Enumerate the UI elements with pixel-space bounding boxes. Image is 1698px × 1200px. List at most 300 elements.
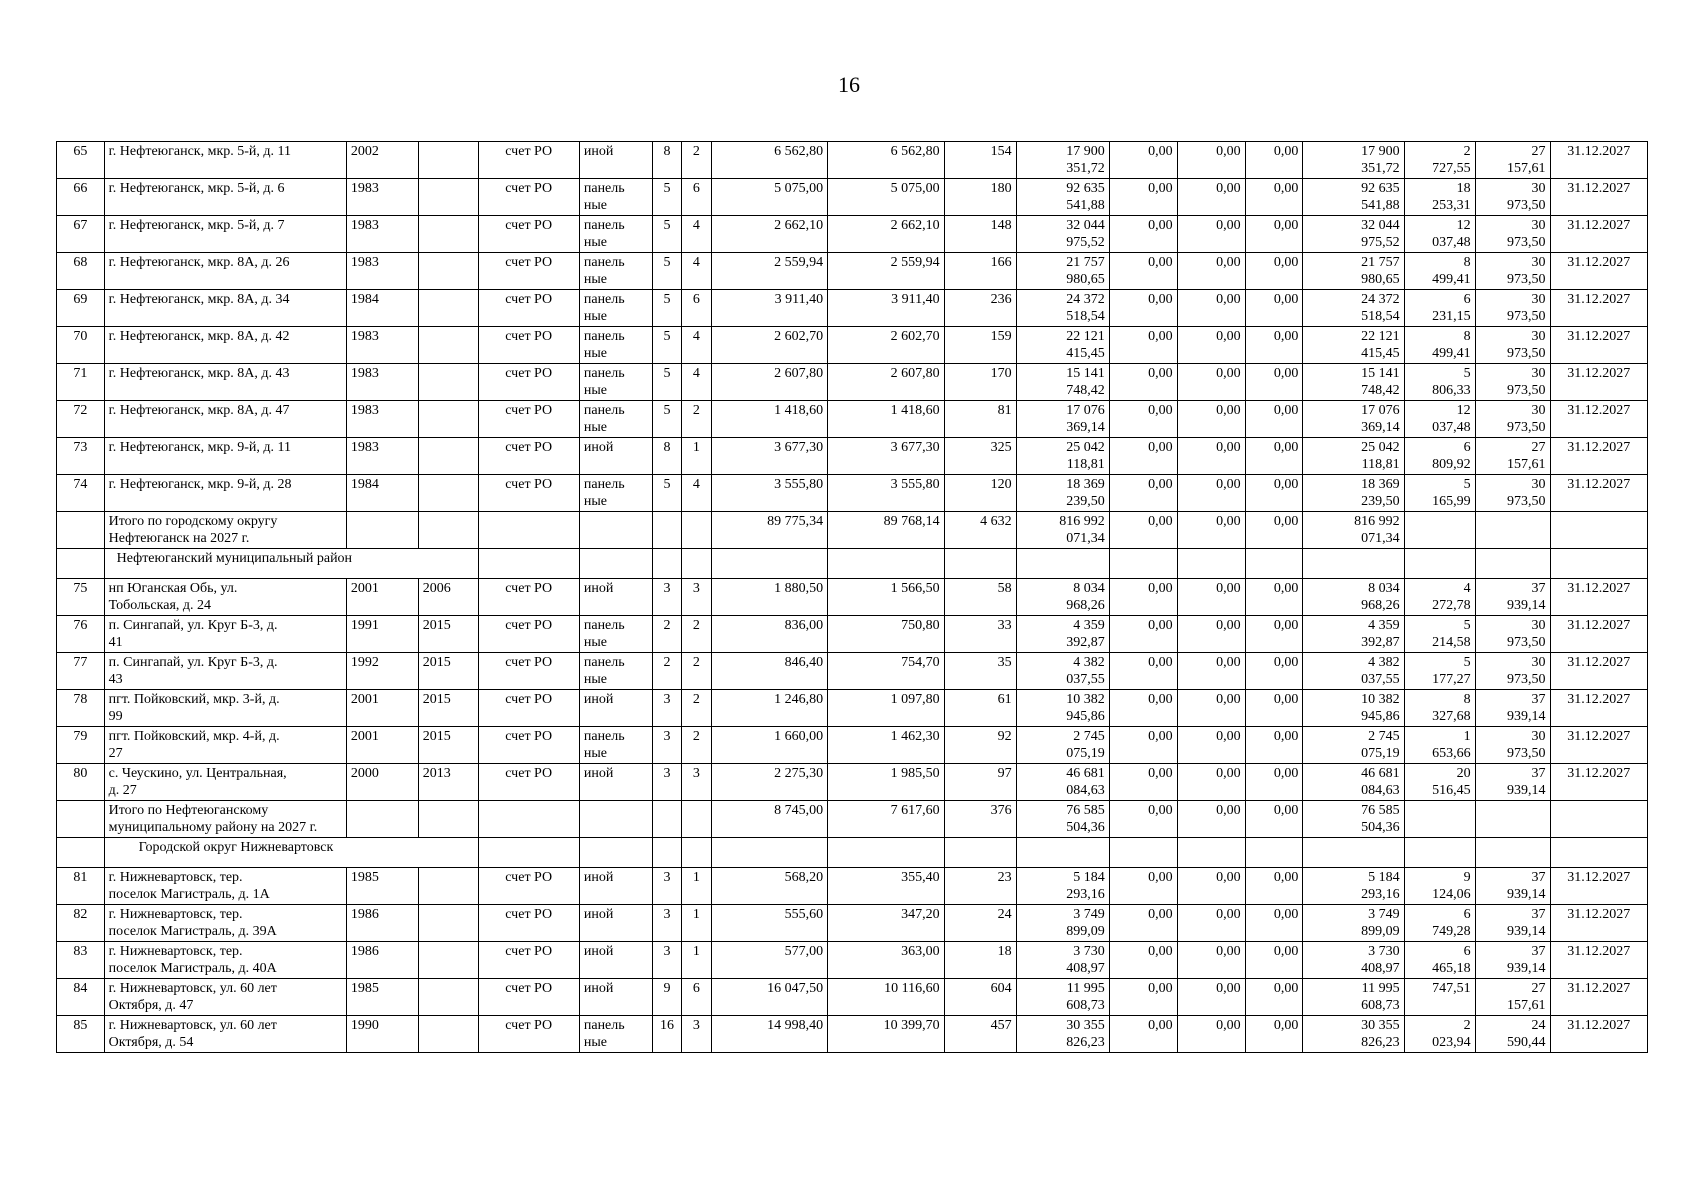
address-cell: г. Нефтеюганск, мкр. 8А, д. 26 — [104, 253, 346, 290]
year-repair-cell — [418, 216, 478, 253]
owners-funds-cell: 15 141 748,42 — [1303, 364, 1404, 401]
living-area-cell: 750,80 — [828, 616, 945, 653]
entrances-cell: 1 — [682, 438, 711, 475]
floors-cell: 5 — [652, 179, 681, 216]
fund-source-2-cell: 0,00 — [1177, 942, 1245, 979]
row-number-cell: 72 — [57, 401, 105, 438]
owners-funds-cell: 3 730 408,97 — [1303, 942, 1404, 979]
year-repair-cell — [418, 290, 478, 327]
living-area-cell: 3 911,40 — [828, 290, 945, 327]
empty-cell — [1016, 549, 1109, 579]
entrances-cell: 3 — [682, 764, 711, 801]
entrances-cell: 4 — [682, 475, 711, 512]
fund-method-cell: счет РО — [478, 179, 579, 216]
row-number-cell: 70 — [57, 327, 105, 364]
unit-cost-cell: 20 516,45 — [1404, 764, 1475, 801]
owners-funds-cell: 2 745 075,19 — [1303, 727, 1404, 764]
section-title: Городской округ Нижневартовск — [104, 838, 478, 868]
subtotal-label-cell: Итого по Нефтеюганскому муниципальному району на 2027 г. — [104, 801, 346, 838]
address-cell: г. Нефтеюганск, мкр. 5-й, д. 6 — [104, 179, 346, 216]
year-built-cell: 1983 — [346, 253, 418, 290]
empty-cell — [1177, 549, 1245, 579]
fund-source-3-cell: 0,00 — [1245, 579, 1303, 616]
residents-cell: 170 — [944, 364, 1016, 401]
residents-cell: 325 — [944, 438, 1016, 475]
deadline-cell: 31.12.2027 — [1550, 905, 1647, 942]
owners-funds-cell: 46 681 084,63 — [1303, 764, 1404, 801]
year-repair-cell: 2015 — [418, 727, 478, 764]
living-area-cell: 363,00 — [828, 942, 945, 979]
address-cell: г. Нефтеюганск, мкр. 8А, д. 42 — [104, 327, 346, 364]
owners-funds-cell: 4 359 392,87 — [1303, 616, 1404, 653]
fund-source-1-cell: 0,00 — [1109, 142, 1177, 179]
unit-cost-cell: 747,51 — [1404, 979, 1475, 1016]
fund-source-3-cell: 0,00 — [1245, 868, 1303, 905]
row-number-cell: 69 — [57, 290, 105, 327]
total-cost-cell: 17 076 369,14 — [1016, 401, 1109, 438]
empty-cell — [1303, 838, 1404, 868]
deadline-cell: 31.12.2027 — [1550, 616, 1647, 653]
table-row — [57, 727, 1648, 764]
row-number-cell: 81 — [57, 868, 105, 905]
total-area-cell: 8 745,00 — [711, 801, 828, 838]
unit-cost-cell: 8 327,68 — [1404, 690, 1475, 727]
table-row — [57, 179, 1648, 216]
floors-cell: 5 — [652, 475, 681, 512]
residents-cell: 24 — [944, 905, 1016, 942]
fund-source-1-cell: 0,00 — [1109, 512, 1177, 549]
residents-cell: 180 — [944, 179, 1016, 216]
owners-funds-cell: 30 355 826,23 — [1303, 1016, 1404, 1053]
owners-funds-cell: 4 382 037,55 — [1303, 653, 1404, 690]
floors-cell: 3 — [652, 764, 681, 801]
empty-cell — [1475, 838, 1550, 868]
empty-cell — [682, 801, 711, 838]
fund-source-1-cell: 0,00 — [1109, 438, 1177, 475]
total-cost-cell: 15 141 748,42 — [1016, 364, 1109, 401]
floors-cell: 16 — [652, 1016, 681, 1053]
unit-cost-cell: 2 727,55 — [1404, 142, 1475, 179]
total-area-cell: 3 677,30 — [711, 438, 828, 475]
empty-cell — [711, 549, 828, 579]
floors-cell: 2 — [652, 616, 681, 653]
empty-cell — [828, 838, 945, 868]
fund-source-1-cell: 0,00 — [1109, 401, 1177, 438]
total-area-cell: 1 418,60 — [711, 401, 828, 438]
table-row — [57, 616, 1648, 653]
floors-cell: 3 — [652, 868, 681, 905]
empty-cell — [1404, 549, 1475, 579]
year-built-cell: 1983 — [346, 438, 418, 475]
total-cost-cell: 92 635 541,88 — [1016, 179, 1109, 216]
living-area-cell: 1 985,50 — [828, 764, 945, 801]
year-built-cell: 1986 — [346, 942, 418, 979]
section-title: Нефтеюганский муниципальный район — [104, 549, 478, 579]
fund-source-1-cell: 0,00 — [1109, 764, 1177, 801]
owners-funds-cell: 3 749 899,09 — [1303, 905, 1404, 942]
owners-funds-cell: 17 900 351,72 — [1303, 142, 1404, 179]
total-cost-cell: 21 757 980,65 — [1016, 253, 1109, 290]
table-row — [57, 401, 1648, 438]
residents-cell: 18 — [944, 942, 1016, 979]
year-built-cell: 1986 — [346, 905, 418, 942]
living-area-cell: 1 462,30 — [828, 727, 945, 764]
total-cost-cell: 76 585 504,36 — [1016, 801, 1109, 838]
empty-cell — [652, 549, 681, 579]
table-row — [57, 579, 1648, 616]
subtotal-row — [57, 512, 1648, 549]
fund-source-2-cell: 0,00 — [1177, 1016, 1245, 1053]
table-row — [57, 905, 1648, 942]
deadline-cell: 31.12.2027 — [1550, 942, 1647, 979]
total-cost-cell: 3 749 899,09 — [1016, 905, 1109, 942]
max-unit-cost-cell: 37 939,14 — [1475, 868, 1550, 905]
max-unit-cost-cell: 30 973,50 — [1475, 727, 1550, 764]
unit-cost-cell: 6 809,92 — [1404, 438, 1475, 475]
fund-source-3-cell: 0,00 — [1245, 179, 1303, 216]
total-cost-cell: 2 745 075,19 — [1016, 727, 1109, 764]
fund-source-1-cell: 0,00 — [1109, 868, 1177, 905]
capital-repair-register-table — [56, 141, 1648, 1053]
empty-cell — [418, 512, 478, 549]
fund-method-cell: счет РО — [478, 868, 579, 905]
floors-cell: 2 — [652, 653, 681, 690]
entrances-cell: 4 — [682, 216, 711, 253]
unit-cost-cell: 8 499,41 — [1404, 253, 1475, 290]
section-header-row — [57, 838, 1648, 868]
floors-cell: 8 — [652, 142, 681, 179]
table-row — [57, 438, 1648, 475]
empty-cell — [1404, 512, 1475, 549]
total-cost-cell: 32 044 975,52 — [1016, 216, 1109, 253]
total-area-cell: 3 911,40 — [711, 290, 828, 327]
empty-cell — [1475, 512, 1550, 549]
owners-funds-cell: 18 369 239,50 — [1303, 475, 1404, 512]
row-number-cell: 68 — [57, 253, 105, 290]
floors-cell: 3 — [652, 942, 681, 979]
deadline-cell: 31.12.2027 — [1550, 868, 1647, 905]
fund-source-2-cell: 0,00 — [1177, 690, 1245, 727]
entrances-cell: 2 — [682, 142, 711, 179]
wall-material-cell: панель ные — [579, 253, 652, 290]
floors-cell: 5 — [652, 253, 681, 290]
wall-material-cell: панель ные — [579, 179, 652, 216]
year-built-cell: 1983 — [346, 179, 418, 216]
entrances-cell: 3 — [682, 579, 711, 616]
living-area-cell: 2 662,10 — [828, 216, 945, 253]
residents-cell: 23 — [944, 868, 1016, 905]
table-row — [57, 327, 1648, 364]
empty-cell — [1404, 838, 1475, 868]
empty-cell — [652, 512, 681, 549]
fund-source-1-cell: 0,00 — [1109, 690, 1177, 727]
owners-funds-cell: 76 585 504,36 — [1303, 801, 1404, 838]
empty-cell — [1475, 549, 1550, 579]
total-cost-cell: 25 042 118,81 — [1016, 438, 1109, 475]
fund-method-cell: счет РО — [478, 1016, 579, 1053]
table-row — [57, 253, 1648, 290]
fund-source-3-cell: 0,00 — [1245, 942, 1303, 979]
max-unit-cost-cell: 37 939,14 — [1475, 579, 1550, 616]
entrances-cell: 2 — [682, 653, 711, 690]
subtotal-label-cell: Итого по городскому округу Нефтеюганск на 2027 г. — [104, 512, 346, 549]
entrances-cell: 2 — [682, 401, 711, 438]
address-cell: г. Нижневартовск, тер. поселок Магистраль, д. 40А — [104, 942, 346, 979]
fund-source-1-cell: 0,00 — [1109, 801, 1177, 838]
wall-material-cell: панель ные — [579, 364, 652, 401]
unit-cost-cell: 1 653,66 — [1404, 727, 1475, 764]
year-repair-cell: 2015 — [418, 690, 478, 727]
address-cell: нп Юганская Обь, ул. Тобольская, д. 24 — [104, 579, 346, 616]
fund-source-1-cell: 0,00 — [1109, 253, 1177, 290]
year-built-cell: 1983 — [346, 364, 418, 401]
fund-source-3-cell: 0,00 — [1245, 690, 1303, 727]
floors-cell: 9 — [652, 979, 681, 1016]
fund-source-1-cell: 0,00 — [1109, 616, 1177, 653]
fund-source-3-cell: 0,00 — [1245, 475, 1303, 512]
fund-method-cell: счет РО — [478, 653, 579, 690]
fund-method-cell: счет РО — [478, 979, 579, 1016]
living-area-cell: 355,40 — [828, 868, 945, 905]
deadline-cell: 31.12.2027 — [1550, 979, 1647, 1016]
fund-source-1-cell: 0,00 — [1109, 290, 1177, 327]
unit-cost-cell: 4 272,78 — [1404, 579, 1475, 616]
total-cost-cell: 18 369 239,50 — [1016, 475, 1109, 512]
total-area-cell: 2 275,30 — [711, 764, 828, 801]
fund-source-3-cell: 0,00 — [1245, 327, 1303, 364]
fund-source-2-cell: 0,00 — [1177, 764, 1245, 801]
fund-source-1-cell: 0,00 — [1109, 364, 1177, 401]
empty-cell — [579, 801, 652, 838]
owners-funds-cell: 25 042 118,81 — [1303, 438, 1404, 475]
entrances-cell: 6 — [682, 979, 711, 1016]
address-cell: г. Нижневартовск, ул. 60 лет Октября, д. 47 — [104, 979, 346, 1016]
fund-source-1-cell: 0,00 — [1109, 905, 1177, 942]
max-unit-cost-cell: 24 590,44 — [1475, 1016, 1550, 1053]
owners-funds-cell: 22 121 415,45 — [1303, 327, 1404, 364]
total-area-cell: 89 775,34 — [711, 512, 828, 549]
address-cell: г. Нижневартовск, ул. 60 лет Октября, д. 54 — [104, 1016, 346, 1053]
empty-cell — [579, 512, 652, 549]
total-area-cell: 836,00 — [711, 616, 828, 653]
deadline-cell: 31.12.2027 — [1550, 142, 1647, 179]
empty-cell — [1109, 549, 1177, 579]
year-built-cell: 1983 — [346, 216, 418, 253]
empty-cell — [57, 549, 105, 579]
row-number-cell: 73 — [57, 438, 105, 475]
row-number-cell: 67 — [57, 216, 105, 253]
fund-source-3-cell: 0,00 — [1245, 438, 1303, 475]
empty-cell — [478, 549, 579, 579]
unit-cost-cell: 9 124,06 — [1404, 868, 1475, 905]
address-cell: г. Нефтеюганск, мкр. 9-й, д. 11 — [104, 438, 346, 475]
fund-source-2-cell: 0,00 — [1177, 364, 1245, 401]
year-repair-cell — [418, 327, 478, 364]
wall-material-cell: иной — [579, 764, 652, 801]
residents-cell: 376 — [944, 801, 1016, 838]
fund-method-cell: счет РО — [478, 253, 579, 290]
empty-cell — [1303, 549, 1404, 579]
address-cell: п. Сингапай, ул. Круг Б-3, д. 41 — [104, 616, 346, 653]
max-unit-cost-cell: 37 939,14 — [1475, 690, 1550, 727]
page-number: 16 — [838, 72, 860, 97]
address-cell: г. Нижневартовск, тер. поселок Магистраль, д. 39А — [104, 905, 346, 942]
empty-cell — [57, 838, 105, 868]
year-built-cell: 1991 — [346, 616, 418, 653]
address-cell: г. Нефтеюганск, мкр. 9-й, д. 28 — [104, 475, 346, 512]
empty-cell — [944, 838, 1016, 868]
table-row — [57, 216, 1648, 253]
floors-cell: 3 — [652, 579, 681, 616]
unit-cost-cell: 6 231,15 — [1404, 290, 1475, 327]
year-built-cell: 2002 — [346, 142, 418, 179]
fund-source-1-cell: 0,00 — [1109, 579, 1177, 616]
row-number-cell: 74 — [57, 475, 105, 512]
table-row — [57, 868, 1648, 905]
entrances-cell: 4 — [682, 253, 711, 290]
residents-cell: 166 — [944, 253, 1016, 290]
entrances-cell: 4 — [682, 364, 711, 401]
living-area-cell: 5 075,00 — [828, 179, 945, 216]
row-number-cell: 85 — [57, 1016, 105, 1053]
residents-cell: 604 — [944, 979, 1016, 1016]
fund-source-2-cell: 0,00 — [1177, 653, 1245, 690]
row-number-cell: 66 — [57, 179, 105, 216]
unit-cost-cell: 8 499,41 — [1404, 327, 1475, 364]
fund-source-1-cell: 0,00 — [1109, 653, 1177, 690]
fund-method-cell: счет РО — [478, 438, 579, 475]
address-cell: г. Нефтеюганск, мкр. 8А, д. 34 — [104, 290, 346, 327]
total-cost-cell: 4 382 037,55 — [1016, 653, 1109, 690]
wall-material-cell: панель ные — [579, 1016, 652, 1053]
fund-source-3-cell: 0,00 — [1245, 1016, 1303, 1053]
fund-method-cell: счет РО — [478, 401, 579, 438]
empty-cell — [652, 801, 681, 838]
year-repair-cell — [418, 179, 478, 216]
fund-source-3-cell: 0,00 — [1245, 727, 1303, 764]
fund-method-cell: счет РО — [478, 327, 579, 364]
empty-cell — [346, 801, 418, 838]
floors-cell: 5 — [652, 401, 681, 438]
wall-material-cell: панель ные — [579, 327, 652, 364]
entrances-cell: 6 — [682, 290, 711, 327]
wall-material-cell: иной — [579, 942, 652, 979]
total-cost-cell: 10 382 945,86 — [1016, 690, 1109, 727]
residents-cell: 159 — [944, 327, 1016, 364]
max-unit-cost-cell: 30 973,50 — [1475, 290, 1550, 327]
year-repair-cell — [418, 438, 478, 475]
owners-funds-cell: 92 635 541,88 — [1303, 179, 1404, 216]
fund-source-3-cell: 0,00 — [1245, 512, 1303, 549]
year-repair-cell: 2013 — [418, 764, 478, 801]
total-area-cell: 1 246,80 — [711, 690, 828, 727]
fund-source-1-cell: 0,00 — [1109, 179, 1177, 216]
address-cell: г. Нижневартовск, тер. поселок Магистраль, д. 1А — [104, 868, 346, 905]
fund-source-2-cell: 0,00 — [1177, 727, 1245, 764]
year-repair-cell — [418, 905, 478, 942]
residents-cell: 148 — [944, 216, 1016, 253]
fund-source-2-cell: 0,00 — [1177, 142, 1245, 179]
empty-cell — [1109, 838, 1177, 868]
fund-source-3-cell: 0,00 — [1245, 905, 1303, 942]
total-cost-cell: 5 184 293,16 — [1016, 868, 1109, 905]
unit-cost-cell: 18 253,31 — [1404, 179, 1475, 216]
living-area-cell: 2 607,80 — [828, 364, 945, 401]
fund-method-cell: счет РО — [478, 942, 579, 979]
total-cost-cell: 8 034 968,26 — [1016, 579, 1109, 616]
floors-cell: 8 — [652, 438, 681, 475]
entrances-cell: 3 — [682, 1016, 711, 1053]
max-unit-cost-cell: 30 973,50 — [1475, 179, 1550, 216]
deadline-cell: 31.12.2027 — [1550, 253, 1647, 290]
residents-cell: 4 632 — [944, 512, 1016, 549]
fund-source-3-cell: 0,00 — [1245, 979, 1303, 1016]
fund-source-2-cell: 0,00 — [1177, 512, 1245, 549]
living-area-cell: 10 116,60 — [828, 979, 945, 1016]
wall-material-cell: иной — [579, 905, 652, 942]
deadline-cell: 31.12.2027 — [1550, 364, 1647, 401]
row-number-cell: 65 — [57, 142, 105, 179]
deadline-cell: 31.12.2027 — [1550, 475, 1647, 512]
fund-method-cell: счет РО — [478, 905, 579, 942]
fund-source-2-cell: 0,00 — [1177, 216, 1245, 253]
fund-method-cell: счет РО — [478, 216, 579, 253]
empty-cell — [478, 512, 579, 549]
fund-source-2-cell: 0,00 — [1177, 327, 1245, 364]
entrances-cell: 2 — [682, 690, 711, 727]
total-area-cell: 1 880,50 — [711, 579, 828, 616]
deadline-cell: 31.12.2027 — [1550, 438, 1647, 475]
year-built-cell: 1990 — [346, 1016, 418, 1053]
table-row — [57, 364, 1648, 401]
floors-cell: 3 — [652, 727, 681, 764]
empty-cell — [478, 801, 579, 838]
address-cell: с. Чеускино, ул. Центральная, д. 27 — [104, 764, 346, 801]
fund-source-3-cell: 0,00 — [1245, 764, 1303, 801]
unit-cost-cell: 6 465,18 — [1404, 942, 1475, 979]
total-area-cell: 555,60 — [711, 905, 828, 942]
residents-cell: 457 — [944, 1016, 1016, 1053]
table-row — [57, 653, 1648, 690]
living-area-cell: 6 562,80 — [828, 142, 945, 179]
total-cost-cell: 24 372 518,54 — [1016, 290, 1109, 327]
residents-cell: 81 — [944, 401, 1016, 438]
wall-material-cell: иной — [579, 438, 652, 475]
year-built-cell: 2001 — [346, 727, 418, 764]
unit-cost-cell: 2 023,94 — [1404, 1016, 1475, 1053]
residents-cell: 58 — [944, 579, 1016, 616]
owners-funds-cell: 816 992 071,34 — [1303, 512, 1404, 549]
owners-funds-cell: 17 076 369,14 — [1303, 401, 1404, 438]
fund-source-1-cell: 0,00 — [1109, 216, 1177, 253]
table-row — [57, 690, 1648, 727]
address-cell: пгт. Пойковский, мкр. 3-й, д. 99 — [104, 690, 346, 727]
wall-material-cell: иной — [579, 142, 652, 179]
address-cell: г. Нефтеюганск, мкр. 5-й, д. 7 — [104, 216, 346, 253]
year-repair-cell — [418, 942, 478, 979]
unit-cost-cell: 5 214,58 — [1404, 616, 1475, 653]
fund-source-2-cell: 0,00 — [1177, 616, 1245, 653]
total-cost-cell: 4 359 392,87 — [1016, 616, 1109, 653]
empty-cell — [418, 801, 478, 838]
fund-method-cell: счет РО — [478, 690, 579, 727]
living-area-cell: 754,70 — [828, 653, 945, 690]
empty-cell — [1245, 838, 1303, 868]
owners-funds-cell: 24 372 518,54 — [1303, 290, 1404, 327]
living-area-cell: 3 555,80 — [828, 475, 945, 512]
fund-source-2-cell: 0,00 — [1177, 979, 1245, 1016]
table-row — [57, 979, 1648, 1016]
